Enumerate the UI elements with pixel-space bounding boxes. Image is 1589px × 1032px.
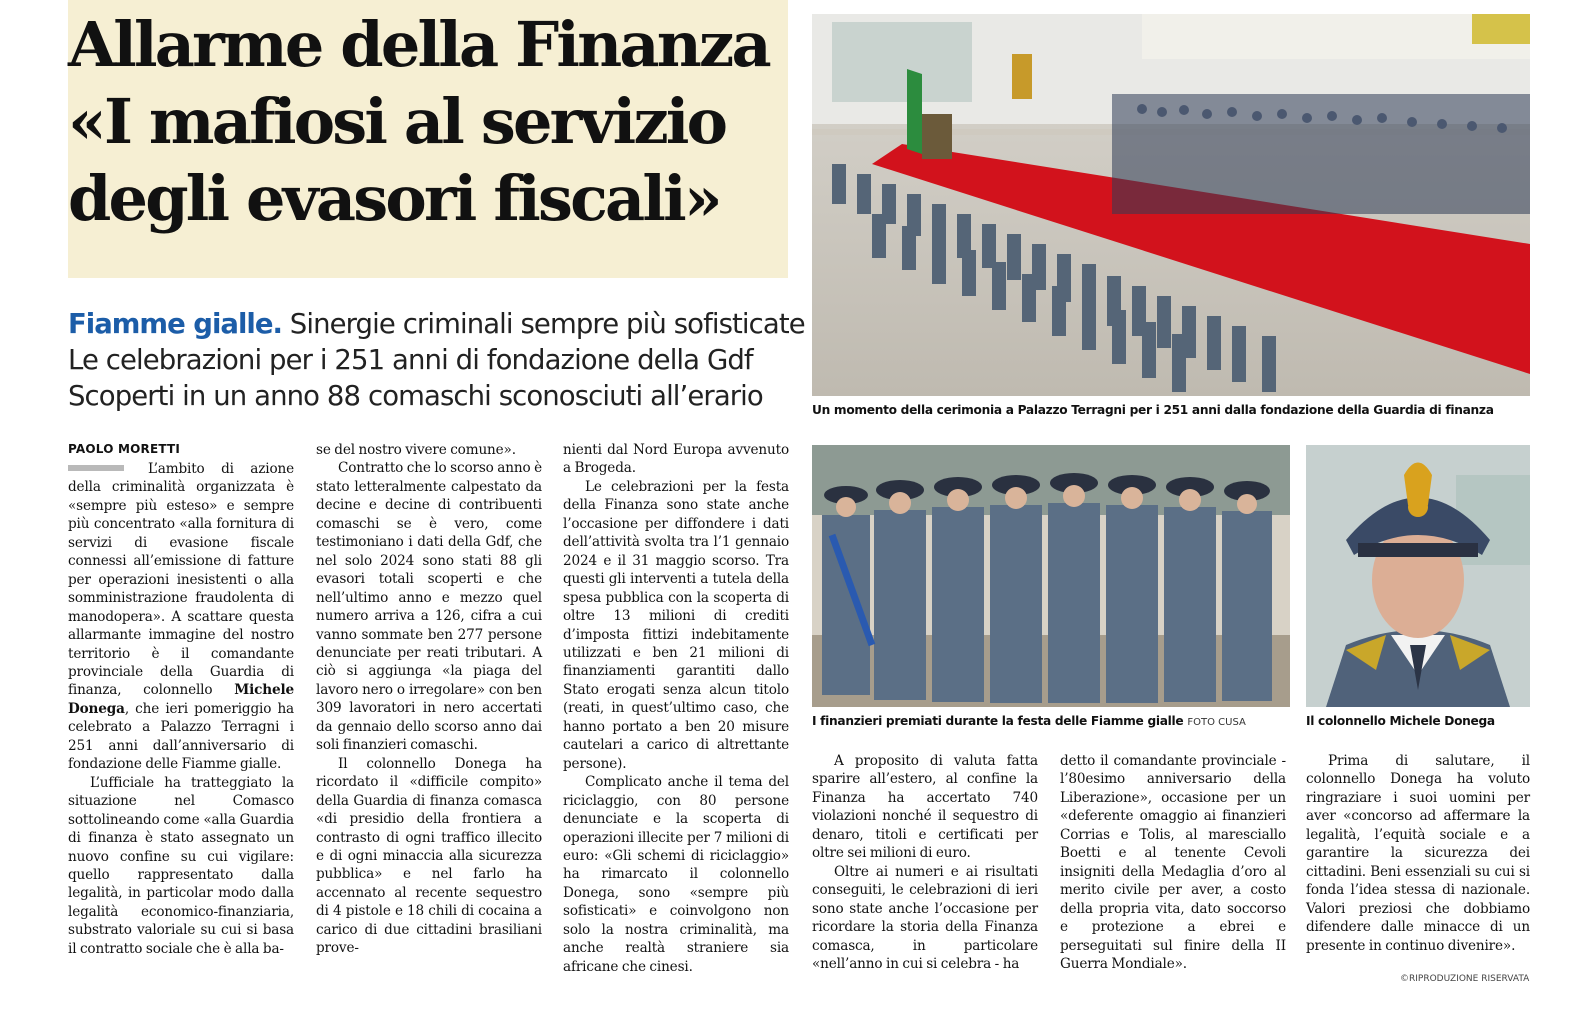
copyright-notice: ©RIPRODUZIONE RISERVATA bbox=[1400, 974, 1530, 984]
caption-text: I finanzieri premiati durante la festa delle Fiamme gialle bbox=[812, 714, 1184, 728]
paragraph: Oltre ai numeri e ai risultati conseguiti, le celebrazioni di ieri sono state anche l’occasione per ricordare la storia della Finanza comasca, in particolare «nell’anno in cui si celebra - ha bbox=[812, 863, 1038, 972]
paragraph: se del nostro vivere comune». bbox=[316, 442, 516, 458]
article-column-6 bbox=[1306, 752, 1530, 955]
deck-line-3: Scoperti in un anno 88 comaschi sconosciuti all’erario bbox=[68, 380, 763, 412]
awarded-officers-photo bbox=[812, 445, 1290, 707]
headline-line-1: Allarme della Finanza bbox=[68, 8, 769, 81]
name-highlight: Michele Donega bbox=[68, 682, 294, 717]
paragraph: Il colonnello Donega ha ricordato il «difficile compito» della Guardia di finanza comasca «di presidio della frontiera a contrasto di ogni traffico illecito e di ogni minaccia alla sicurezza pubblica» e nel farlo ha accennato al recente sequestro di 4 pistole e 18 chili di cocaina a carico di due cittadini brasiliani prove- bbox=[316, 755, 542, 957]
ceremony-illustration bbox=[812, 14, 1530, 396]
paragraph: Complicato anche il tema del riciclaggio, con 80 persone denunciate e la scoperta di operazioni illecite per 7 milioni di euro: «Gli schemi di riciclaggio» ha rimarcato il colonnello Donega, sono «sempre più sofisticati» e coinvolgono non solo la nostra criminalità, ma anche realtà straniere sia africane che cinesi. bbox=[563, 774, 789, 975]
paragraph bbox=[68, 460, 294, 774]
awarded-officers-caption bbox=[812, 714, 1246, 728]
article-column-2 bbox=[316, 441, 542, 958]
colonel-portrait-photo bbox=[1306, 445, 1530, 707]
text-run: , che ieri pomeriggio ha celebrato a Palazzo Terragni i 251 anni dall’anniversario di fondazione delle Fiamme gialle. bbox=[68, 700, 294, 773]
headline bbox=[68, 6, 798, 237]
paragraph: A proposito di valuta fatta sparire all’estero, al confine la Finanza ha accertato 740 violazioni nonché il sequestro di denaro, titoli e certificati per oltre sei milioni di euro. bbox=[812, 753, 1038, 862]
paragraph: Contratto che lo scorso anno è stato letteralmente calpestato da decine e decine di contribuenti comaschi se è vero, come testimoniano i dati della Gdf, che nel solo 2024 sono stati 88 gli evasori totali scoperti e che nell’ultimo anno e mezzo quel numero arriva a 126, cifra a cui vanno sommate ben 277 persone denunciate per reati tributari. A ciò si aggiunga «la piaga del lavoro nero o irregolare» con ben 309 lavoratori in nero accertati da gennaio dello scorso anno dai soli finanzieri comaschi. bbox=[316, 460, 542, 754]
article-column-3 bbox=[563, 441, 789, 976]
deck bbox=[68, 306, 805, 414]
ceremony-photo bbox=[812, 14, 1530, 396]
paragraph: Prima di salutare, il colonnello Donega ha voluto ringraziare i suoi uomini per aver «concorso ad affermare la legalità, l’equità sociale e a garantire la sicurezza dei cittadini. Beni essenziali su cui si fonda l’idea stessa di nazionale. Valori preziosi che dobbiamo difendere dalle minacce di un presente in continuo divenire». bbox=[1306, 753, 1530, 954]
text-run: L’ambito di azione della criminalità organizzata è «sempre più esteso» e sempre più concentrato «alla fornitura di servizi di evasione fiscale connessi all’emissione di fatture per operazioni inesistenti o alla somministrazione fraudolenta di manodopera». A scattare questa allarmante immagine del nostro territorio è il comandante provinciale della Guardia di finanza, colonnello bbox=[68, 461, 294, 699]
colonel-portrait-caption: Il colonnello Michele Donega bbox=[1306, 714, 1495, 728]
photo-credit: FOTO CUSA bbox=[1187, 717, 1246, 728]
article-column-1 bbox=[68, 460, 294, 958]
paragraph: L’ufficiale ha tratteggiato la situazione nel Comasco sottolineando come «alla Guardia di finanza è stato assegnato un nuovo confine su cui vigilare: quello rappresentato dalla legalità, in particolar modo dalla legalità economico-finanziaria, substrato valoriale su cui si basa il contratto sociale che è alla ba- bbox=[68, 774, 294, 957]
ceremony-caption: Un momento della cerimonia a Palazzo Terragni per i 251 anni dalla fondazione della Guardia di finanza bbox=[812, 403, 1494, 417]
paragraph: nienti dal Nord Europa avvenuto a Brogeda. bbox=[563, 442, 789, 477]
byline: PAOLO MORETTI bbox=[68, 442, 181, 456]
article-column-5 bbox=[1060, 752, 1286, 973]
deck-line-1: Sinergie criminali sempre più sofisticate bbox=[289, 308, 805, 340]
headline-line-3: degli evasori fiscali» bbox=[68, 162, 720, 235]
article-column-4 bbox=[812, 752, 1038, 973]
paragraph: Le celebrazioni per la festa della Finanza sono state anche l’occasione per diffondere i dati dell’attività svolta tra l’1 gennaio 2024 e il 31 maggio scorso. Tra questi gli interventi a tutela della spesa pubblica con la scoperta di oltre 13 milioni di crediti d’imposta fittizi indebitamente utilizzati e ben 21 milioni di finanziamenti garantiti dallo Stato erogati senza alcun titolo (reati, in quest’ultimo caso, che hanno portato a ben 20 misure cautelari a carico di altrettante persone). bbox=[563, 478, 789, 772]
deck-kicker: Fiamme gialle. bbox=[68, 308, 282, 340]
deck-line-2: Le celebrazioni per i 251 anni di fondazione della Gdf bbox=[68, 344, 753, 376]
colonel-portrait-illustration bbox=[1306, 445, 1530, 707]
awarded-officers-illustration bbox=[812, 445, 1290, 707]
headline-line-2: «I mafiosi al servizio bbox=[68, 85, 726, 158]
paragraph: detto il comandante provinciale - l’80esimo anniversario della Liberazione», occasione per un «deferente omaggio ai finanzieri Corrias e Tolis, al maresciallo Boetti e al tenente Cevoli insigniti della Medaglia d’oro al merito civile per aver, a costo della propria vita, dato soccorso e protezione a ebrei e perseguitati sul finire della II Guerra Mondiale». bbox=[1060, 753, 1286, 972]
